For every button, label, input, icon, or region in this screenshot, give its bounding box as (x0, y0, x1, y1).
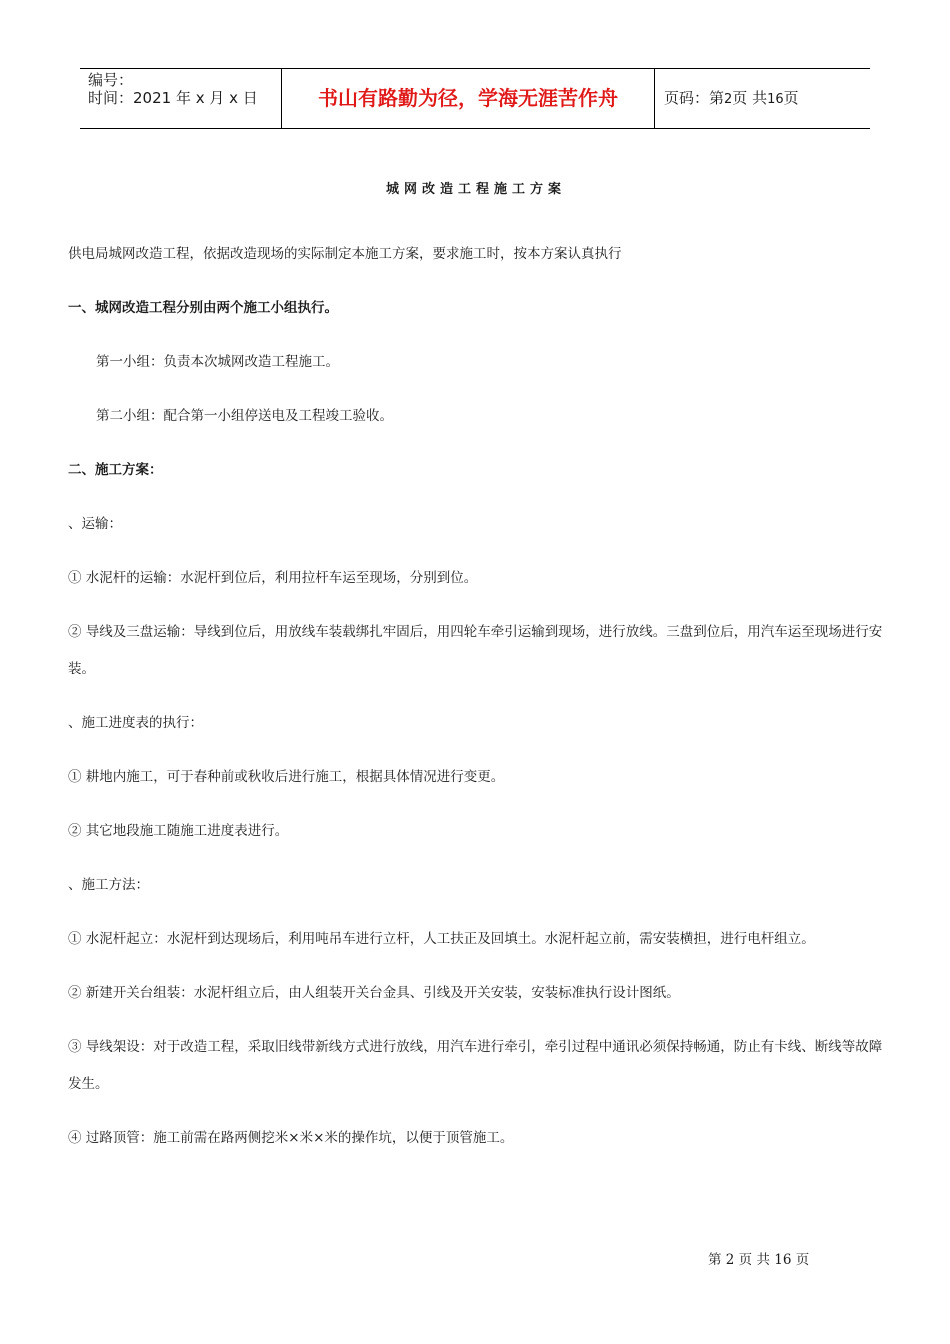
header-meta (80, 69, 282, 128)
page-suffix: 页 (783, 89, 799, 107)
sub3-item2: ② 新建开关台组装：水泥杆组立后，由人组装开关台金具、引线及开关安装，安装标准执行设计图纸。 (68, 985, 680, 1001)
sub3-item4: ④ 过路顶管：施工前需在路两侧挖米×米×米的操作坑，以便于顶管施工。 (68, 1130, 514, 1146)
sub3-item1: ① 水泥杆起立：水泥杆到达现场后，利用吨吊车进行立杆，人工扶正及回填土。水泥杆起立前，需安装横担，进行电杆组立。 (68, 931, 815, 947)
page-total: 16 (767, 92, 784, 107)
sub2-item2: ② 其它地段施工随施工进度表进行。 (68, 823, 289, 839)
sub2-heading: 、施工进度表的执行： (68, 715, 203, 731)
section1-heading: 一、城网改造工程分别由两个施工小组执行。 (68, 300, 338, 316)
page-prefix: 页码：第 (664, 89, 725, 107)
sub3-heading: 、施工方法： (68, 877, 149, 893)
page-footer: 第 2 页 共 16 页 (708, 1252, 810, 1268)
page-current: 2 (724, 92, 733, 107)
intro-paragraph: 供电局城网改造工程，依据改造现场的实际制定本施工方案，要求施工时，按本方案认真执行 (68, 246, 622, 262)
page-header (80, 68, 870, 129)
header-motto: 书山有路勤为径，学海无涯苦作舟 (282, 69, 655, 128)
document-number-label: 编号： (88, 71, 134, 89)
sub2-item1: ① 耕地内施工，可于春种前或秋收后进行施工，根据具体情况进行变更。 (68, 769, 505, 785)
section2-heading: 二、施工方案： (68, 462, 163, 478)
sub1-heading: 、运输： (68, 516, 122, 532)
document-time-label: 时间：2021 年 x 月 x 日 (88, 89, 258, 107)
document-title: 城网改造工程施工方案 (385, 182, 566, 197)
sub3-item3: ③ 导线架设：对于改造工程，采取旧线带新线方式进行放线，用汽车进行牵引，牵引过程中通讯必须保持畅通，防止有卡线、断线等故障发生。 (68, 1039, 883, 1092)
section1-item2: 第二小组：配合第一小组停送电及工程竣工验收。 (96, 408, 393, 424)
sub1-item1: ① 水泥杆的运输：水泥杆到位后，利用拉杆车运至现场，分别到位。 (68, 570, 478, 586)
page-middle: 页 共 (732, 89, 768, 107)
section1-item1: 第一小组：负责本次城网改造工程施工。 (96, 354, 339, 370)
document-body (68, 178, 884, 1174)
sub1-item2: ② 导线及三盘运输：导线到位后，用放线车装载绑扎牢固后，用四轮车牵引运输到现场，进行放线。三盘到位后，用汽车运至现场进行安装。 (68, 624, 883, 677)
header-page-number (655, 69, 870, 128)
